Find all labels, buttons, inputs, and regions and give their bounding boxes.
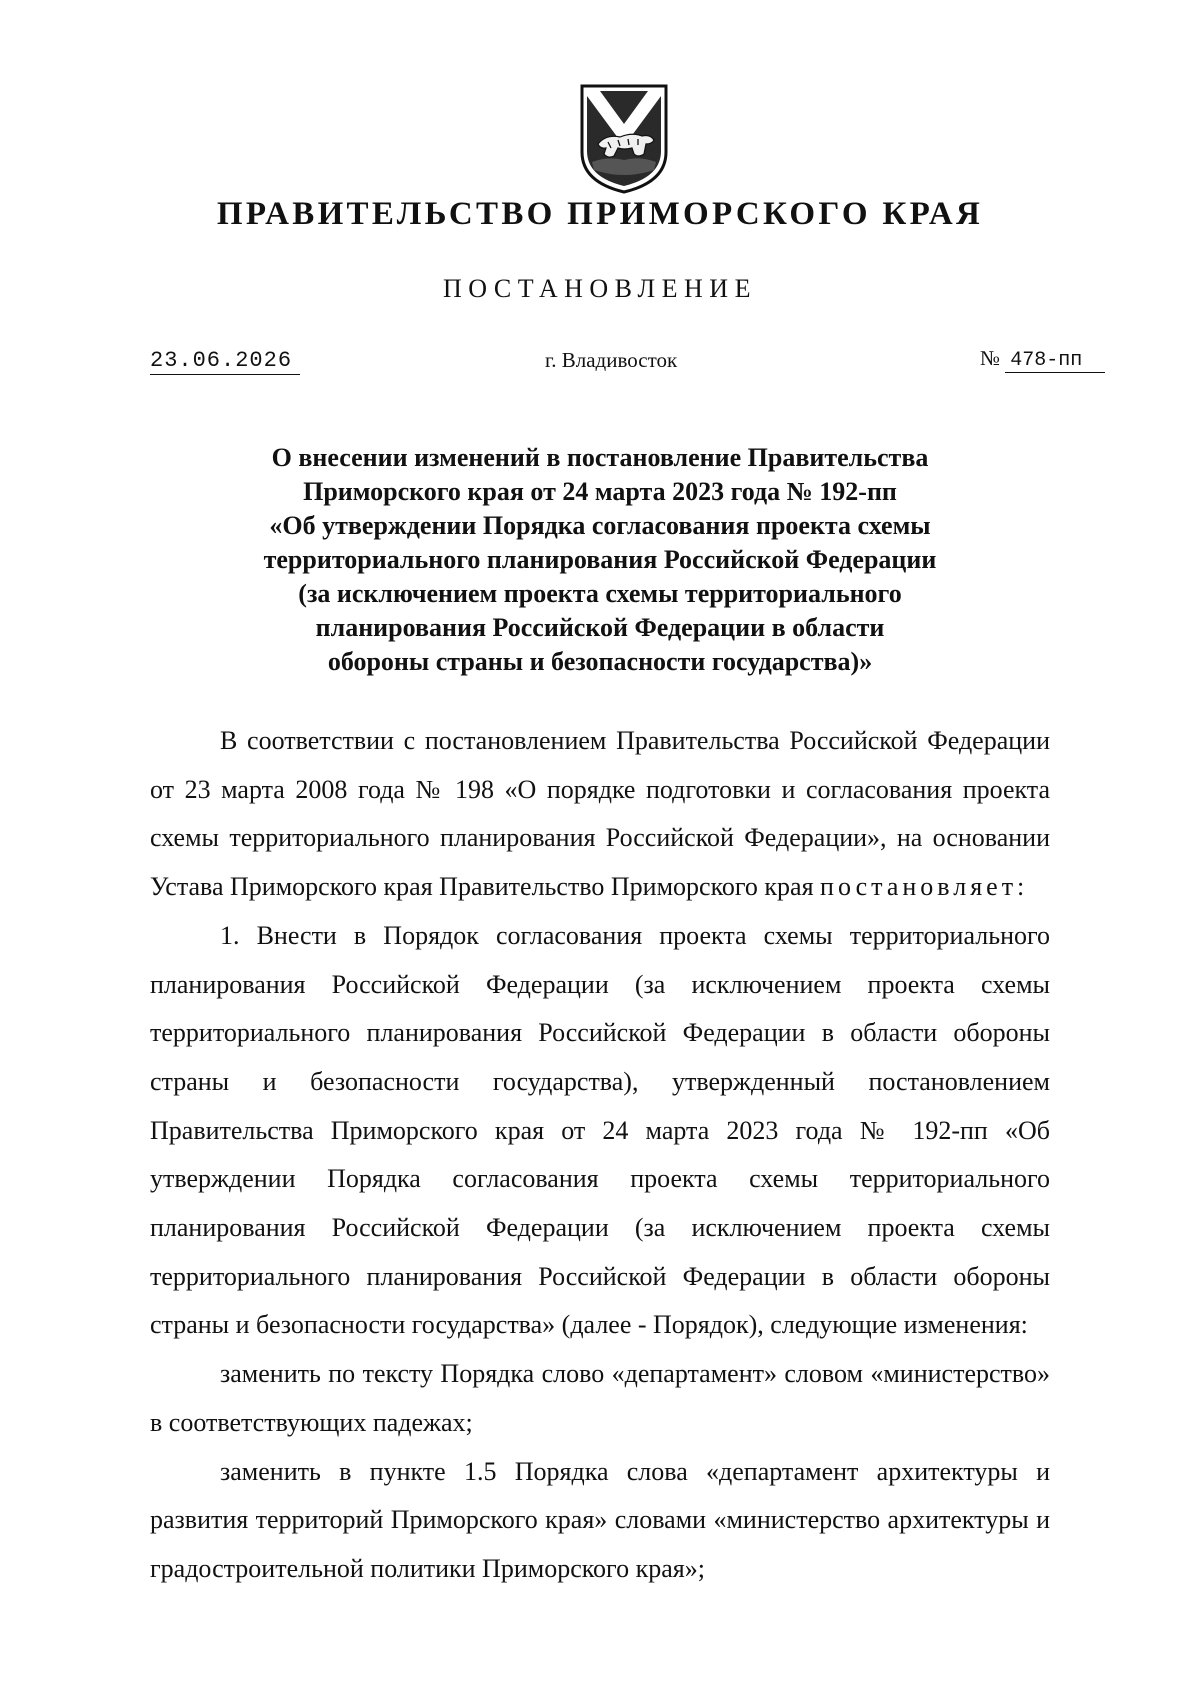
preamble-text: В соответствии с постановлением Правительства Российской Федерации от 23 марта 2008 года № 198 «О порядке подготовки и согласования проекта схемы территориального планирования Российской Федерации», на основании Устава Приморского края Правительство Приморского края (150, 726, 1050, 902)
title-line: обороны страны и безопасности государства)» (327, 647, 873, 676)
preamble-paragraph (150, 717, 1050, 912)
title-line: планирования Российской Федерации в области (315, 613, 885, 642)
resolves-word: постановляет: (820, 872, 1029, 902)
title-line: «Об утверждении Порядка согласования проекта схемы (269, 511, 931, 540)
title-line: (за исключением проекта схемы территориального (298, 579, 902, 608)
title-line: О внесении изменений в постановление Правительства (271, 443, 929, 472)
title-line: Приморского края от 24 марта 2023 года № 192-пп (303, 477, 897, 506)
item-1-paragraph: 1. Внести в Порядок согласования проекта схемы территориального планирования Российской Федерации (за исключением проекта схемы территориального планирования Российской Федерации в области обороны страны и безопасности государства), утвержденный постановлением Правительства Приморского края от 24 марта 2023 года № 192-пп «Об утверждении Порядка согласования проекта схемы территориального планирования Российской Федерации (за исключением проекта схемы территориального планирования Российской Федерации в области обороны страны и безопасности государства» (далее - Порядок), следующие изменения: (150, 920, 1050, 1340)
document-title (150, 441, 1050, 679)
document-number (980, 346, 1105, 373)
organization-heading: ПРАВИТЕЛЬСТВО ПРИМОРСКОГО КРАЯ (216, 196, 984, 232)
number-value: 478-пп (1005, 349, 1105, 373)
document-city: г. Владивосток (545, 348, 678, 372)
number-prefix: № (980, 346, 1001, 370)
document-body (150, 717, 1050, 1594)
document-type-heading: ПОСТАНОВЛЕНИЕ (443, 274, 757, 303)
change-2-paragraph: заменить в пункте 1.5 Порядка слова «департамент архитектуры и развития территорий Приморского края» словами «министерство архитектуры и градостроительной политики Приморского края»; (150, 1456, 1050, 1583)
coat-of-arms-icon (578, 82, 670, 196)
document-date: 23.06.2026 (150, 348, 300, 375)
title-line: территориального планирования Российской Федерации (263, 545, 937, 574)
change-1-paragraph: заменить по тексту Порядка слово «департамент» словом «министерство» в соответствующих падежах; (150, 1359, 1050, 1437)
